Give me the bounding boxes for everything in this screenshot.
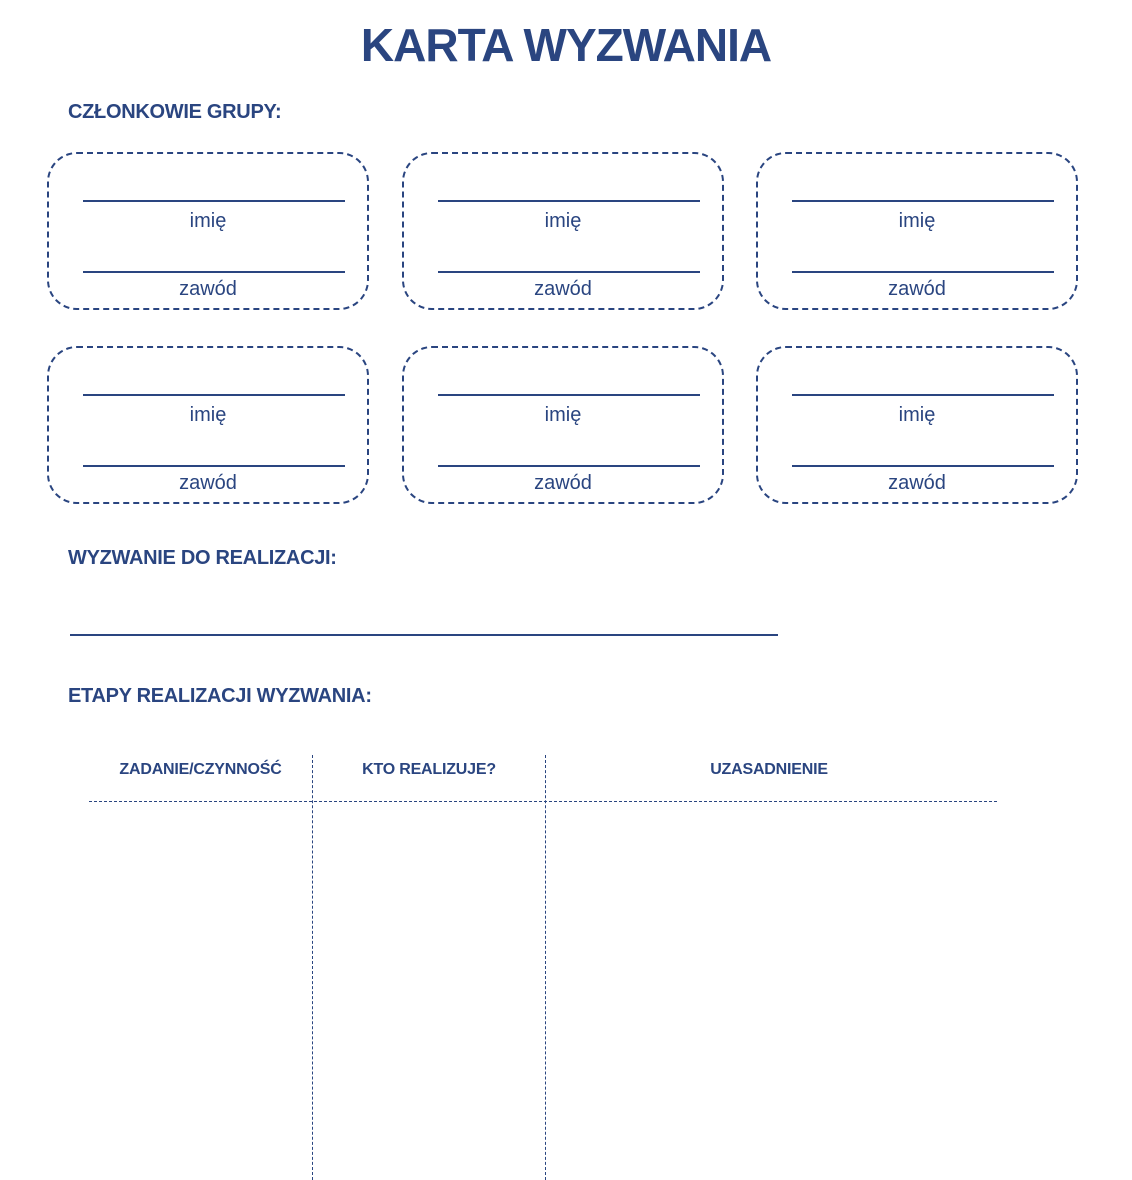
member-card-3 [756, 152, 1078, 310]
name-line[interactable] [792, 200, 1054, 202]
name-line[interactable] [438, 394, 700, 396]
column-header-justification: UZASADNIENIE [710, 761, 828, 778]
column-divider-2 [545, 755, 546, 1180]
stages-section-label: ETAPY REALIZACJI WYZWANIA: [68, 685, 372, 707]
job-line[interactable] [792, 465, 1054, 467]
name-label: imię [544, 210, 582, 232]
member-card-6 [756, 346, 1078, 504]
name-line[interactable] [83, 394, 345, 396]
job-label: zawód [534, 472, 592, 494]
name-label: imię [189, 404, 227, 426]
job-label: zawód [888, 472, 946, 494]
member-card-4 [47, 346, 369, 504]
column-header-task: ZADANIE/CZYNNOŚĆ [119, 761, 282, 778]
job-line[interactable] [792, 271, 1054, 273]
name-line[interactable] [83, 200, 345, 202]
name-label: imię [544, 404, 582, 426]
job-label: zawód [888, 278, 946, 300]
name-label: imię [898, 404, 936, 426]
name-line[interactable] [438, 200, 700, 202]
member-card-2 [402, 152, 724, 310]
name-label: imię [189, 210, 227, 232]
job-line[interactable] [83, 271, 345, 273]
job-label: zawód [534, 278, 592, 300]
challenge-input-line[interactable] [70, 634, 778, 636]
challenge-section-label: WYZWANIE DO REALIZACJI: [68, 547, 337, 569]
column-header-who: KTO REALIZUJE? [362, 761, 496, 778]
member-card-5 [402, 346, 724, 504]
job-line[interactable] [438, 271, 700, 273]
column-divider-1 [312, 755, 313, 1180]
table-header-divider [89, 801, 997, 802]
job-label: zawód [179, 472, 237, 494]
job-line[interactable] [438, 465, 700, 467]
name-label: imię [898, 210, 936, 232]
page-title: KARTA WYZWANIA [360, 19, 772, 71]
job-line[interactable] [83, 465, 345, 467]
members-section-label: CZŁONKOWIE GRUPY: [68, 101, 282, 123]
name-line[interactable] [792, 394, 1054, 396]
job-label: zawód [179, 278, 237, 300]
member-card-1 [47, 152, 369, 310]
